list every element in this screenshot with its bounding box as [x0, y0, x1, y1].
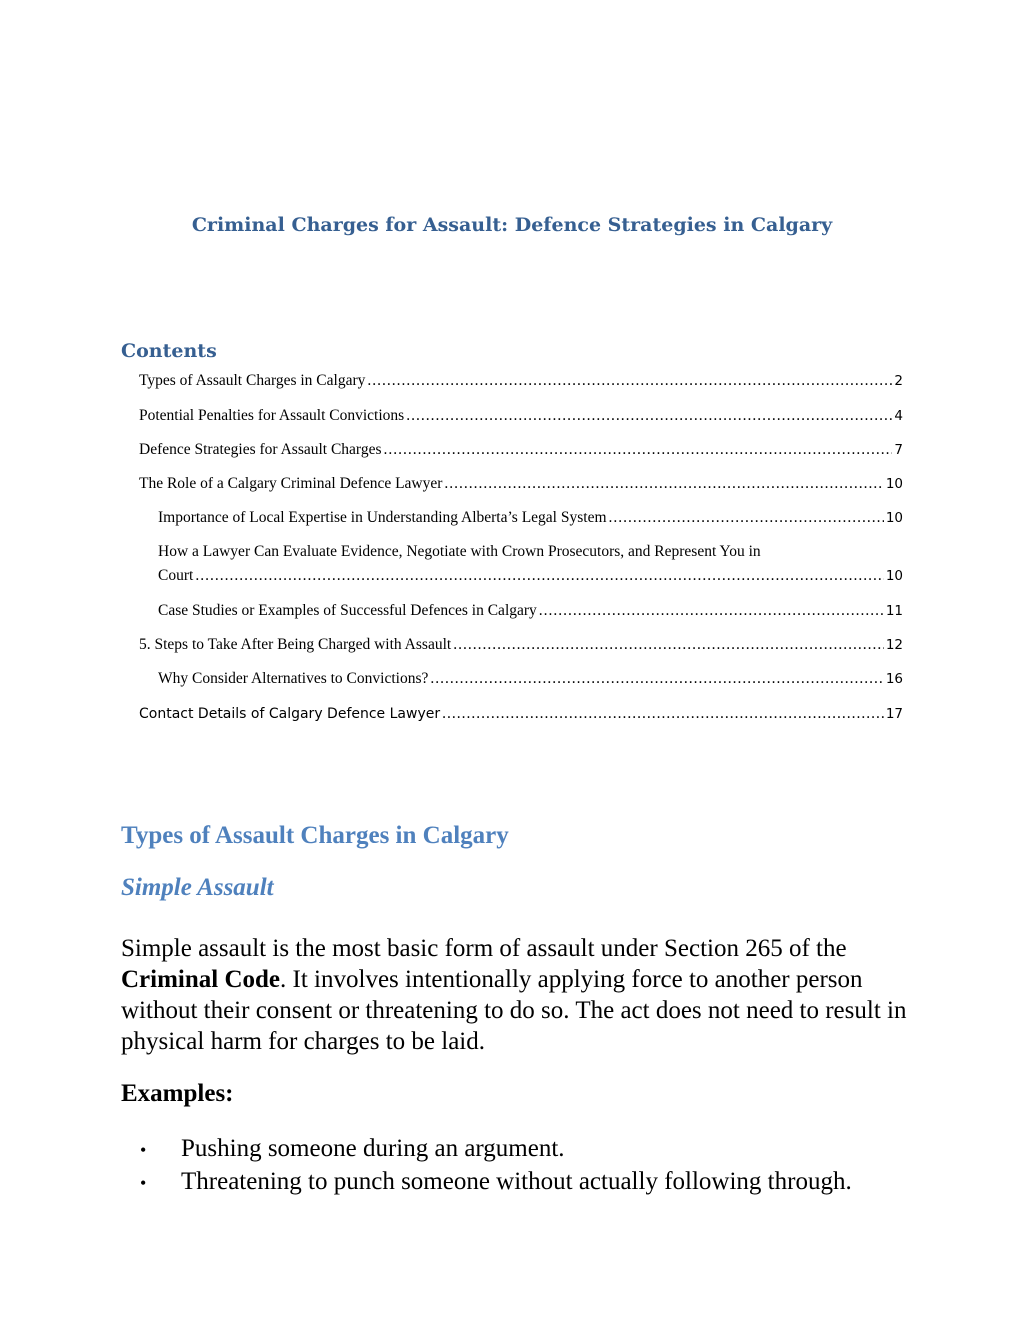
toc-leader-dots [383, 438, 892, 462]
toc-page-number: 10 [885, 510, 903, 526]
body-paragraph [121, 933, 921, 1057]
toc-page-number: 17 [885, 706, 903, 722]
toc-entry[interactable] [139, 702, 903, 726]
toc-leader-dots [367, 369, 892, 393]
toc-entry[interactable] [158, 506, 903, 530]
toc-page-number: 2 [894, 373, 903, 389]
toc-entry-text: Contact Details of Calgary Defence Lawyer [139, 706, 441, 722]
section-subheading: Simple Assault [121, 874, 274, 901]
list-item-text: Pushing someone during an argument. [181, 1135, 565, 1162]
toc-leader-dots [195, 564, 884, 588]
toc-entry-text: How a Lawyer Can Evaluate Evidence, Negotiate with Crown Prosecutors, and Represent You in [158, 543, 761, 560]
toc-entry-text: Case Studies or Examples of Successful Defences in Calgary [158, 602, 537, 619]
examples-heading: Examples: [121, 1080, 234, 1107]
document-title: Criminal Charges for Assault: Defence Strategies in Calgary [191, 214, 833, 236]
toc-page-number: 16 [885, 671, 903, 687]
toc-page-number: 11 [885, 603, 903, 619]
paragraph-text: Simple assault is the most basic form of assault under Section 265 of the [121, 935, 847, 962]
toc-page-number: 4 [894, 408, 903, 424]
list-item [140, 1133, 852, 1166]
toc-entry[interactable] [158, 599, 903, 623]
toc-entry[interactable] [139, 438, 903, 462]
toc-entry-text: Defence Strategies for Assault Charges [139, 441, 382, 458]
toc-entry-text-continued: Court [158, 567, 194, 584]
bullet-icon: • [140, 1173, 147, 1193]
examples-list [140, 1133, 852, 1199]
toc-entry-text: 5. Steps to Take After Being Charged with Assault [139, 636, 452, 653]
section-heading: Types of Assault Charges in Calgary [121, 822, 509, 849]
toc-entry[interactable] [139, 633, 903, 657]
toc-leader-dots [453, 633, 884, 657]
toc-leader-dots [539, 599, 884, 623]
toc-page-number: 10 [885, 476, 903, 492]
toc-entry[interactable] [139, 472, 903, 496]
toc-leader-dots [442, 702, 884, 726]
toc-entry-text: The Role of a Calgary Criminal Defence Lawyer [139, 475, 443, 492]
toc-entry-text: Types of Assault Charges in Calgary [139, 372, 366, 389]
toc-leader-dots [609, 506, 884, 530]
list-item [140, 1166, 852, 1199]
toc-page-number: 12 [885, 637, 903, 653]
list-item-text: Threatening to punch someone without actually following through. [181, 1168, 852, 1195]
toc-leader-dots [406, 404, 892, 428]
toc-entry[interactable] [158, 667, 903, 691]
toc-entry[interactable] [158, 540, 903, 588]
paragraph-bold-term: Criminal Code [121, 966, 281, 993]
toc-leader-dots [444, 472, 883, 496]
toc-entry-text: Importance of Local Expertise in Understanding Alberta’s Legal System [158, 509, 607, 526]
toc-entry[interactable] [139, 404, 903, 428]
toc-page-number: 10 [885, 568, 903, 584]
toc-leader-dots [430, 667, 883, 691]
toc-heading: Contents [121, 340, 217, 362]
toc-page-number: 7 [894, 442, 903, 458]
toc-entry-text: Potential Penalties for Assault Convictions [139, 407, 405, 424]
toc-entry-text: Why Consider Alternatives to Convictions? [158, 670, 429, 687]
toc-entry[interactable] [139, 369, 903, 393]
bullet-icon: • [140, 1140, 147, 1160]
paragraph-text: . It involves intentionally applying force to another person without their consent or threatening to do so. The act does not need to result in physical harm for charges to be laid. [121, 966, 907, 1055]
